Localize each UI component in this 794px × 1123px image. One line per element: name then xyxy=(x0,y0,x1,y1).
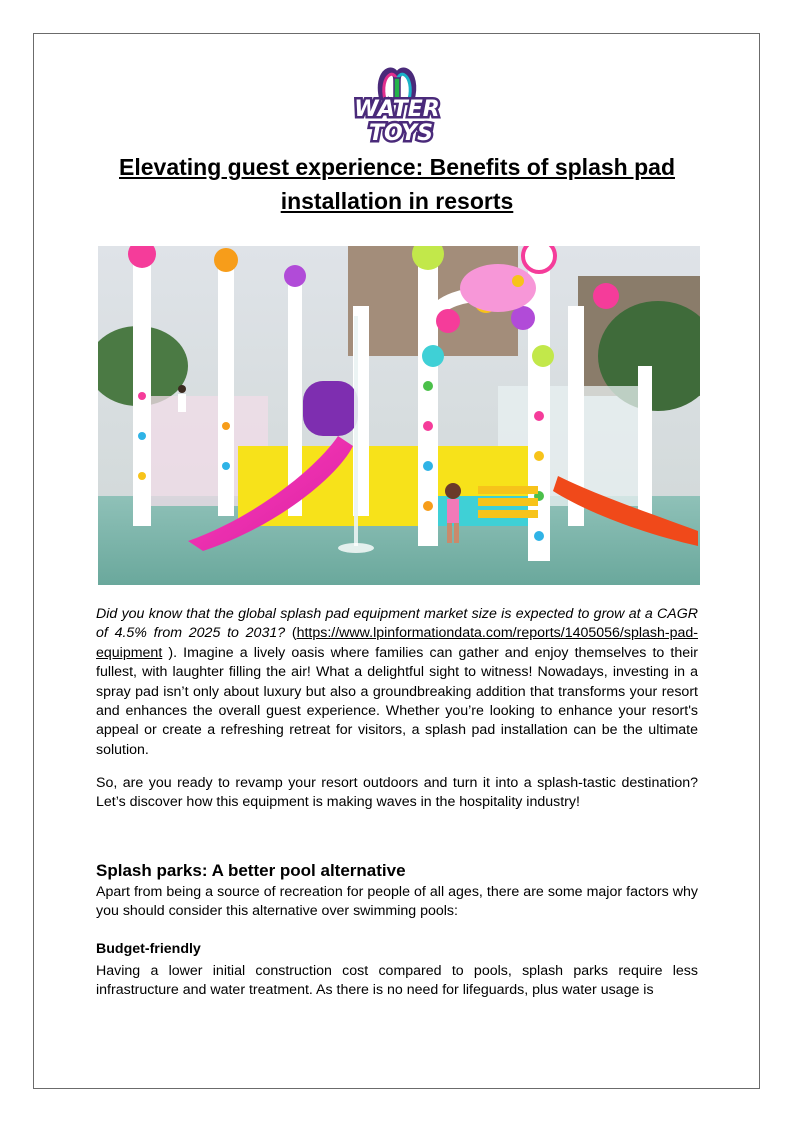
logo-line2: TOYS xyxy=(369,121,433,146)
intro-question: Did you know that the global splash pad equipment market size is expected to grow at a CAGR of 4.5% from 2025 to 2031? xyxy=(96,606,698,642)
intro-rest: ). Imagine a lively oasis where families can gather and enjoy themselves to their fullest, with laughter filling the air! What a delightful sight to witness! Nowadays, investing in a spray pad isn’t only about luxury but also a groundbreaking addition that transforms your resort and enhances the overall guest experience. Whether you’re looking to enhance your resort's appeal or create a refreshing retreat for visitors, a splash pad installation can be the ultimate solution. xyxy=(96,644,698,758)
section-heading: Splash parks: A better pool alternative xyxy=(96,861,406,880)
splash-pad-playground-image xyxy=(98,246,700,585)
logo-line1: WATER xyxy=(354,97,440,122)
cta-paragraph: So, are you ready to revamp your resort outdoors and turn it into a splash-tastic destination? Let’s discover how this equipment is making waves in the hospitality industry! xyxy=(96,775,698,811)
budget-paragraph: Having a lower initial construction cost compared to pools, splash parks require less infrastructure and water treatment. As there is no need for lifeguards, plus water usage is xyxy=(96,963,698,999)
water-toys-logo xyxy=(345,60,449,146)
market-report-link[interactable]: https://www.lpinformationdata.com/reports/1405056/splash-pad-equipment xyxy=(96,625,698,661)
link-open: ( xyxy=(285,625,297,642)
intro-paragraph xyxy=(96,605,698,760)
page-title: Elevating guest experience: Benefits of splash pad installation in resorts xyxy=(119,154,675,214)
section-paragraph: Apart from being a source of recreation for people of all ages, there are some major factors why you should consider this alternative over swimming pools: xyxy=(96,884,698,920)
subsection-heading: Budget-friendly xyxy=(96,941,201,957)
